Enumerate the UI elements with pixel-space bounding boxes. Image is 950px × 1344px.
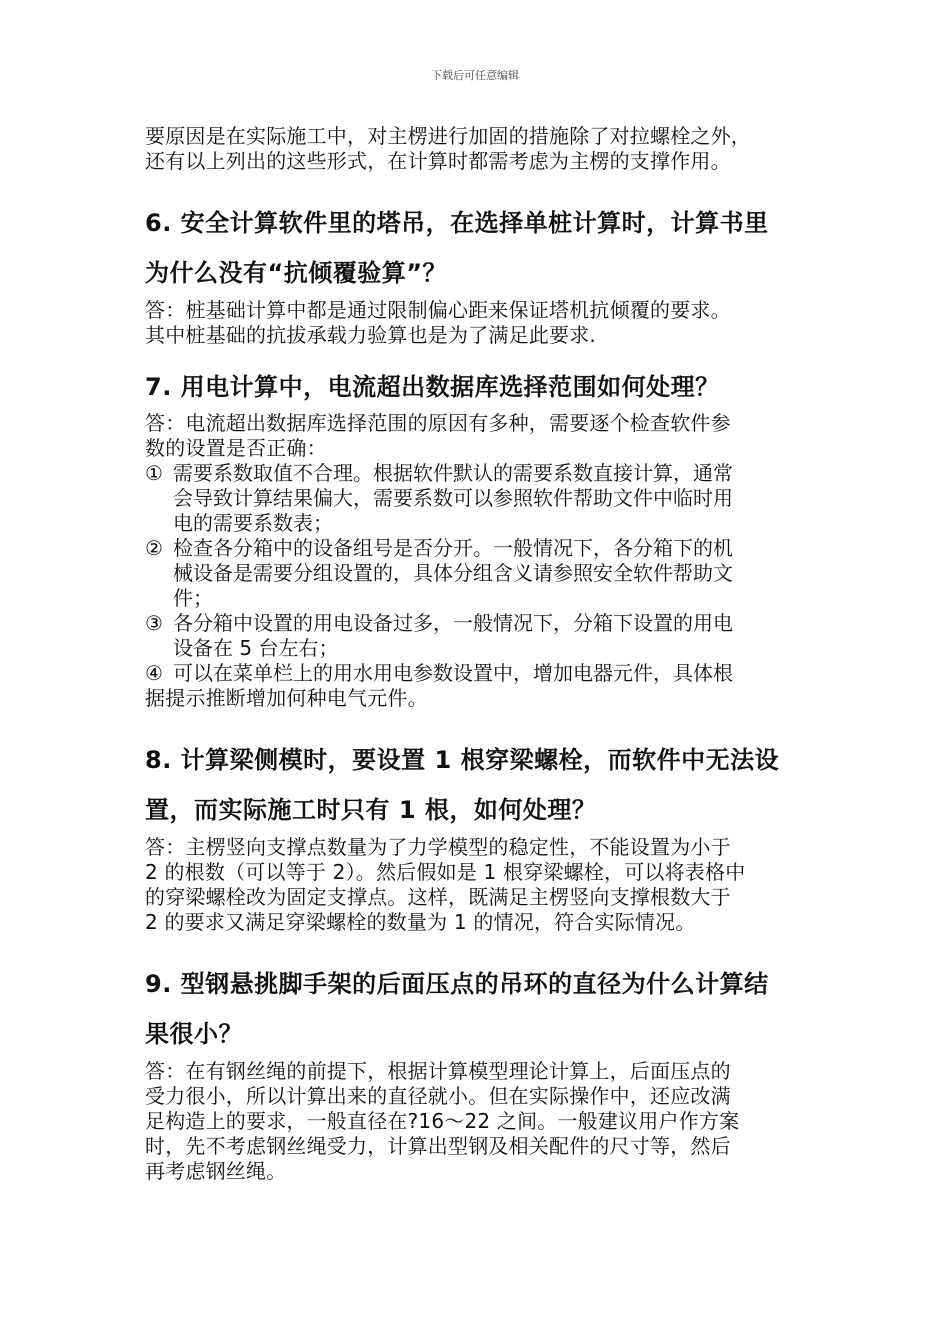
list-marker: ① xyxy=(145,461,163,485)
text-line: 还有以上列出的这些形式，在计算时都需考虑为主楞的支撑作用。 xyxy=(145,149,731,173)
list-item-line: 可以在菜单栏上的用水用电参数设置中，增加电器元件，具体根 xyxy=(173,661,733,685)
answer-line: 其中桩基础的抗拔承载力验算也是为了满足此要求. xyxy=(145,323,596,347)
answer-line: 时，先不考虑钢丝绳受力，计算出型钢及相关配件的尺寸等，然后 xyxy=(145,1134,731,1158)
text-line: 要原因是在实际施工中，对主楞进行加固的措施除了对拉螺栓之外， xyxy=(145,124,751,148)
question-9 xyxy=(145,959,815,1184)
document-body xyxy=(145,124,815,1184)
intro-paragraph xyxy=(145,124,815,174)
list-item-line: 各分箱中设置的用电设备过多，一般情况下，分箱下设置的用电 xyxy=(173,611,733,635)
list-item-line: 件； xyxy=(173,586,213,610)
list-item-line: 械设备是需要分组设置的，具体分组含义请参照安全软件帮助文 xyxy=(173,561,733,585)
question-title: 果很小？ xyxy=(145,1020,243,1048)
answer-line: 答：桩基础计算中都是通过限制偏心距来保证塔机抗倾覆的要求。 xyxy=(145,298,731,322)
answer-line: 足构造上的要求，一般直径在?16～22 之间。一般建议用户作方案 xyxy=(145,1109,740,1133)
answer-line: 据提示推断增加何种电气元件。 xyxy=(145,686,428,710)
list-item-line: 会导致计算结果偏大，需要系数可以参照软件帮助文件中临时用 xyxy=(173,486,733,510)
list-marker: ③ xyxy=(145,611,163,635)
question-8 xyxy=(145,735,815,935)
answer-line: 的穿梁螺栓改为固定支撑点。这样，既满足主楞竖向支撑根数大于 xyxy=(145,885,731,909)
question-title: 7. 用电计算中，电流超出数据库选择范围如何处理？ xyxy=(145,373,720,401)
list-item-line: 设备在 5 台左右； xyxy=(173,636,339,660)
question-title: 9. 型钢悬挑脚手架的后面压点的吊环的直径为什么计算结 xyxy=(145,970,769,998)
answer-line: 2 的根数（可以等于 2）。然后假如是 1 根穿梁螺栓，可以将表格中 xyxy=(145,860,746,884)
answer-line: 答：电流超出数据库选择范围的原因有多种，需要逐个检查软件参 xyxy=(145,411,731,435)
answer-line: 再考虑钢丝绳。 xyxy=(145,1159,287,1183)
question-title: 8. 计算梁侧模时，要设置 1 根穿梁螺栓，而软件中无法设 xyxy=(145,746,780,774)
question-title: 为什么没有“抗倾覆验算”？ xyxy=(145,259,448,287)
list-item-line: 电的需要系数表； xyxy=(173,511,333,535)
answer-line: 受力很小，所以计算出来的直径就小。但在实际操作中，还应改满 xyxy=(145,1084,731,1108)
page-header: 下载后可任意编辑 xyxy=(431,69,519,82)
list-item xyxy=(145,461,815,536)
list-item-line: 检查各分箱中的设备组号是否分开。一般情况下，各分箱下的机 xyxy=(173,536,733,560)
list-marker: ② xyxy=(145,536,163,560)
answer-line: 数的设置是否正确： xyxy=(145,436,327,460)
answer-line: 2 的要求又满足穿梁螺栓的数量为 1 的情况，符合实际情况。 xyxy=(145,910,696,934)
question-title: 6. 安全计算软件里的塔吊，在选择单桩计算时，计算书里 xyxy=(145,209,769,237)
list-item xyxy=(145,661,815,686)
list-item xyxy=(145,536,815,611)
question-title: 置，而实际施工时只有 1 根，如何处理？ xyxy=(145,796,597,824)
answer-line: 答：在有钢丝绳的前提下，根据计算模型理论计算上，后面压点的 xyxy=(145,1059,731,1083)
list-item xyxy=(145,611,815,661)
list-marker: ④ xyxy=(145,661,163,685)
question-7 xyxy=(145,372,815,711)
answer-line: 答：主楞竖向支撑点数量为了力学模型的稳定性，不能设置为小于 xyxy=(145,835,731,859)
question-6 xyxy=(145,198,815,348)
list-item-line: 需要系数取值不合理。根据软件默认的需要系数直接计算，通常 xyxy=(173,461,733,485)
